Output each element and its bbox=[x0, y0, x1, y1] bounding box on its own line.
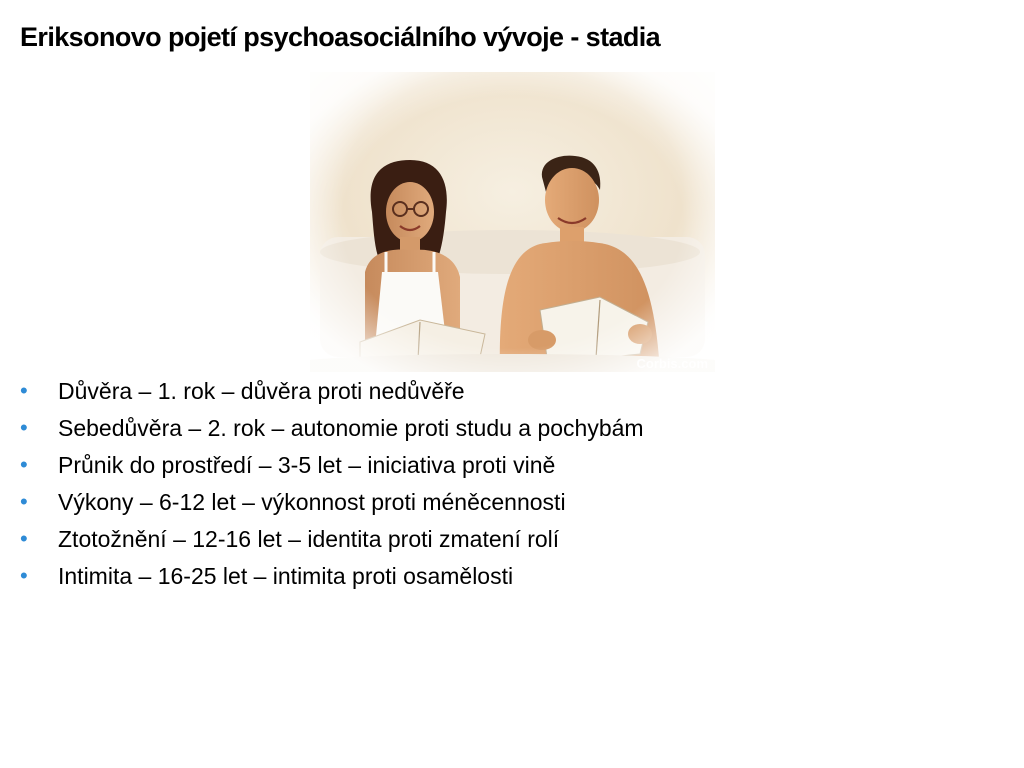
stage-item bbox=[20, 523, 644, 560]
photo-watermark: Corbis.com bbox=[636, 356, 708, 371]
stage-text: Intimita – 16-25 let – intimita proti osamělosti bbox=[58, 563, 514, 589]
bullet-dot-icon: • bbox=[20, 452, 28, 477]
bullet-dot-icon: • bbox=[20, 489, 28, 514]
stage-item bbox=[20, 375, 644, 412]
stage-text: Ztotožnění – 12-16 let – identita proti zmatení rolí bbox=[58, 526, 560, 552]
photo-couple-reading bbox=[310, 72, 715, 372]
stage-list bbox=[20, 375, 644, 597]
photo-illustration bbox=[310, 72, 715, 372]
bullet-dot-icon: • bbox=[20, 526, 28, 551]
stage-item bbox=[20, 449, 644, 486]
stage-item bbox=[20, 412, 644, 449]
stage-item bbox=[20, 486, 644, 523]
stage-text: Průnik do prostředí – 3-5 let – iniciativa proti vině bbox=[58, 452, 556, 478]
stage-text: Výkony – 6-12 let – výkonnost proti méněcennosti bbox=[58, 489, 566, 515]
slide-title: Eriksonovo pojetí psychoasociálního vývoje - stadia bbox=[20, 22, 661, 52]
bullet-dot-icon: • bbox=[20, 415, 28, 440]
stage-text: Důvěra – 1. rok – důvěra proti nedůvěře bbox=[58, 378, 465, 404]
bullet-dot-icon: • bbox=[20, 563, 28, 588]
stage-item bbox=[20, 560, 644, 597]
bullet-dot-icon: • bbox=[20, 378, 28, 403]
stage-text: Sebedůvěra – 2. rok – autonomie proti studu a pochybám bbox=[58, 415, 644, 441]
